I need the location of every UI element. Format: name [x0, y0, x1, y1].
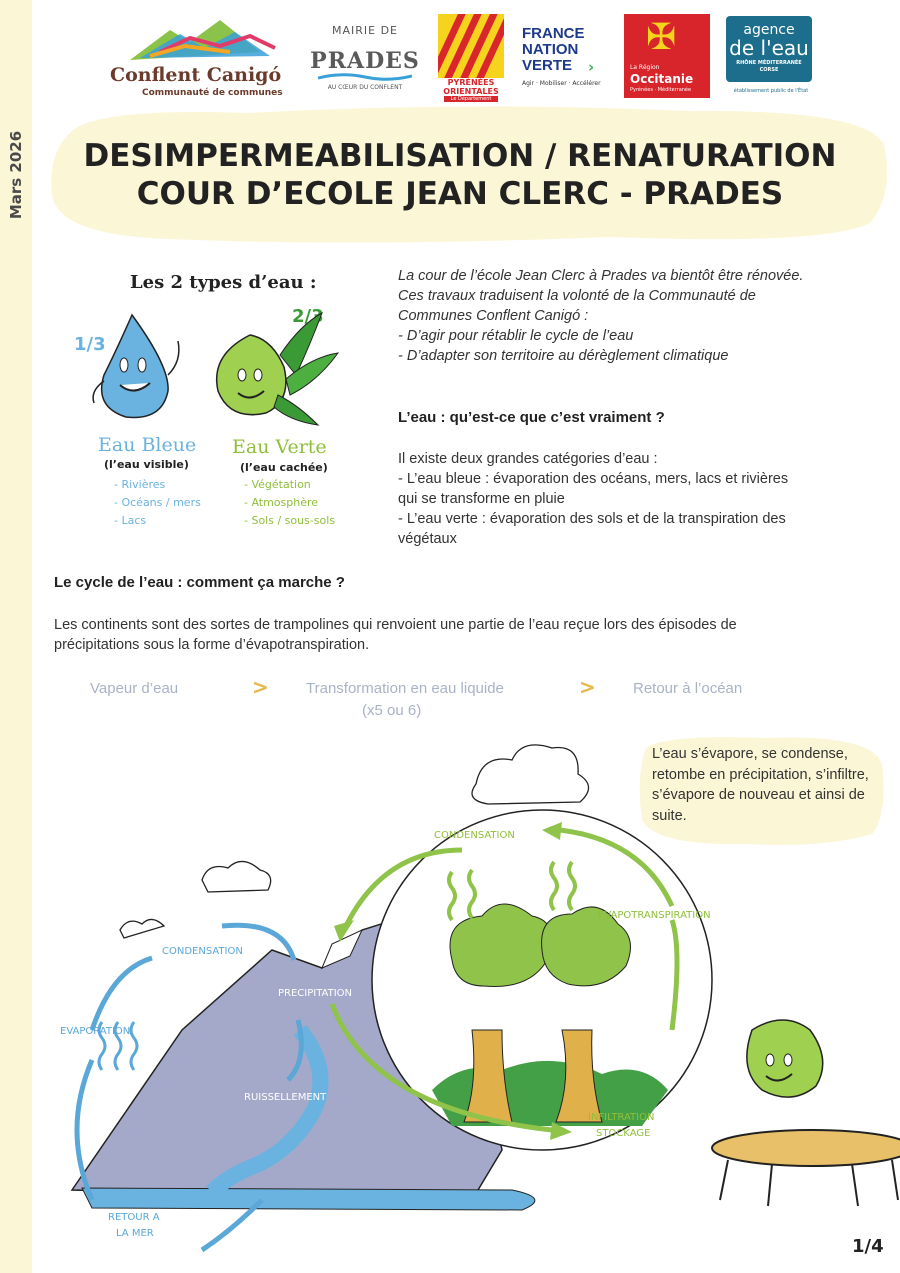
- list-item: - Végétation: [244, 478, 311, 491]
- intro-line: Communes Conflent Canigó :: [398, 308, 589, 324]
- ae-line2: de l'eau: [729, 36, 809, 60]
- green-fraction: 2/3: [292, 306, 324, 327]
- leau-line: Il existe deux grandes catégories d’eau :: [398, 451, 658, 467]
- prades-wave-icon: [318, 72, 412, 82]
- list-item: - Atmosphère: [244, 496, 319, 509]
- label-evaporation: EVAPORATION: [60, 1026, 131, 1037]
- blue-fraction: 1/3: [74, 334, 106, 355]
- flow-step-multiplier: (x5 ou 6): [362, 702, 422, 719]
- conflent-sub: Communauté de communes: [142, 88, 283, 98]
- conflent-canigo-logo: [110, 12, 300, 102]
- label-precipitation: PRECIPITATION: [278, 988, 353, 999]
- label-condensation-top: CONDENSATION: [434, 830, 515, 841]
- page-title-line2: COUR D’ECOLE JEAN CLERC - PRADES: [136, 176, 784, 212]
- flow-step-retour: Retour à l’océan: [633, 680, 743, 697]
- eau-bleue-list: [114, 476, 201, 530]
- leau-paragraph: [398, 449, 848, 549]
- occ-line2: Occitanie: [630, 72, 694, 86]
- agence-eau-logo: [726, 12, 816, 102]
- catalan-stripes-icon: [438, 14, 504, 78]
- occ-line3: Pyrénées · Méditerranée: [630, 87, 692, 93]
- list-item: - Océans / mers: [114, 496, 201, 509]
- cycle-paragraph: [54, 615, 854, 655]
- label-retour-a: RETOUR A: [108, 1212, 160, 1223]
- intro-line: - D’adapter son territoire au dérèglement climatique: [398, 348, 729, 364]
- eau-verte-sub: (l’eau cachée): [240, 461, 328, 474]
- eau-bleue-label: Eau Bleue: [98, 434, 197, 456]
- occ-line1: La Région: [630, 64, 660, 71]
- label-infiltration: INFILTRATION: [588, 1112, 655, 1123]
- cycle-line: précipitations sous la forme d’évapotranspiration.: [54, 637, 370, 653]
- intro-line: - D’agir pour rétablir le cycle de l’eau: [398, 328, 634, 344]
- po-line3: Le Département: [444, 96, 498, 102]
- label-ruissellement: RUISSELLEMENT: [244, 1092, 327, 1103]
- leau-line: végétaux: [398, 531, 457, 547]
- fnv-line2: NATION: [522, 41, 579, 58]
- cycle-note-text: L’eau s’évapore, se condense, retombe en précipitation, s’infiltre, s’évapore de nouveau et ainsi de suite.: [652, 746, 869, 824]
- prades-line1: MAIRIE DE: [331, 24, 398, 37]
- flow-chevron-icon: >: [252, 675, 269, 699]
- leau-line: qui se transforme en pluie: [398, 491, 565, 507]
- eau-verte-label: Eau Verte: [232, 436, 327, 458]
- ae-line5: établissement public de l'État: [733, 88, 809, 94]
- leau-line: - L’eau verte : évaporation des sols et de la transpiration des: [398, 511, 786, 527]
- conflent-name: Conflent Canigó: [110, 64, 282, 86]
- label-la-mer: LA MER: [116, 1228, 154, 1239]
- chevron-right-icon: ›: [588, 58, 595, 76]
- green-drop-icon: [217, 313, 338, 425]
- ae-line3: RHÔNE MÉDITERRANÉE: [736, 60, 802, 66]
- prades-logo: [310, 12, 420, 102]
- types-heading: Les 2 types d’eau :: [130, 272, 317, 293]
- page-number: 1/4: [852, 1236, 884, 1257]
- label-condensation-left: CONDENSATION: [162, 946, 243, 957]
- cycle-note: [636, 734, 886, 846]
- ae-line1: agence: [743, 22, 795, 38]
- flow-chevron-icon: >: [579, 675, 596, 699]
- list-item: - Sols / sous-sols: [244, 514, 336, 527]
- blue-drop-icon: [93, 315, 179, 417]
- cycle-heading: Le cycle de l’eau : comment ça marche ?: [54, 574, 345, 591]
- cycle-line: Les continents sont des sortes de trampolines qui renvoient une partie de l’eau reçue lors des épisodes de: [54, 617, 737, 633]
- po-line2: ORIENTALES: [443, 87, 499, 96]
- occitan-cross-icon: ✠: [646, 17, 677, 58]
- page-title-line1: DESIMPERMEABILISATION / RENATURATION: [83, 138, 837, 174]
- sea-icon: [82, 1188, 535, 1210]
- fnv-line3: VERTE: [522, 57, 573, 74]
- eau-verte-list: [244, 476, 335, 530]
- intro-paragraph: [398, 266, 868, 366]
- eau-bleue-sub: (l’eau visible): [104, 458, 189, 471]
- pyrenees-orientales-logo: [438, 12, 504, 102]
- po-line1: PYRÉNÉES: [447, 78, 495, 87]
- prades-line3: AU CŒUR DU CONFLENT: [327, 84, 403, 91]
- intro-line: La cour de l’école Jean Clerc à Prades va bientôt être rénovée.: [398, 268, 804, 284]
- leau-heading: L’eau : qu’est-ce que c’est vraiment ?: [398, 409, 665, 426]
- flow-step-transformation: Transformation en eau liquide: [306, 680, 504, 697]
- flow-step-vapeur: Vapeur d’eau: [90, 680, 179, 697]
- label-stockage: STOCKAGE: [596, 1128, 651, 1139]
- partner-logos: [110, 12, 830, 102]
- water-drops-illustration: [60, 295, 350, 440]
- title-background-blob: [48, 105, 888, 245]
- date-label: Mars 2026: [7, 130, 25, 220]
- mountain-logo-icon: [110, 12, 280, 64]
- list-item: - Lacs: [114, 514, 147, 527]
- intro-line: Ces travaux traduisent la volonté de la Communauté de: [398, 288, 756, 304]
- occitanie-logo: [624, 12, 710, 102]
- trampoline-drop-icon: [712, 1020, 900, 1206]
- ae-line4: CORSE: [759, 67, 779, 73]
- prades-line2: PRADES: [310, 48, 420, 74]
- label-evapotranspiration: EVAPOTRANSPIRATION: [598, 910, 711, 921]
- leau-line: - L’eau bleue : évaporation des océans, mers, lacs et rivières: [398, 471, 789, 487]
- list-item: - Rivières: [114, 478, 166, 491]
- france-nation-verte-logo: [522, 12, 606, 102]
- fnv-tagline: Agir · Mobiliser · Accélérer: [522, 80, 601, 87]
- fnv-line1: FRANCE: [522, 25, 585, 42]
